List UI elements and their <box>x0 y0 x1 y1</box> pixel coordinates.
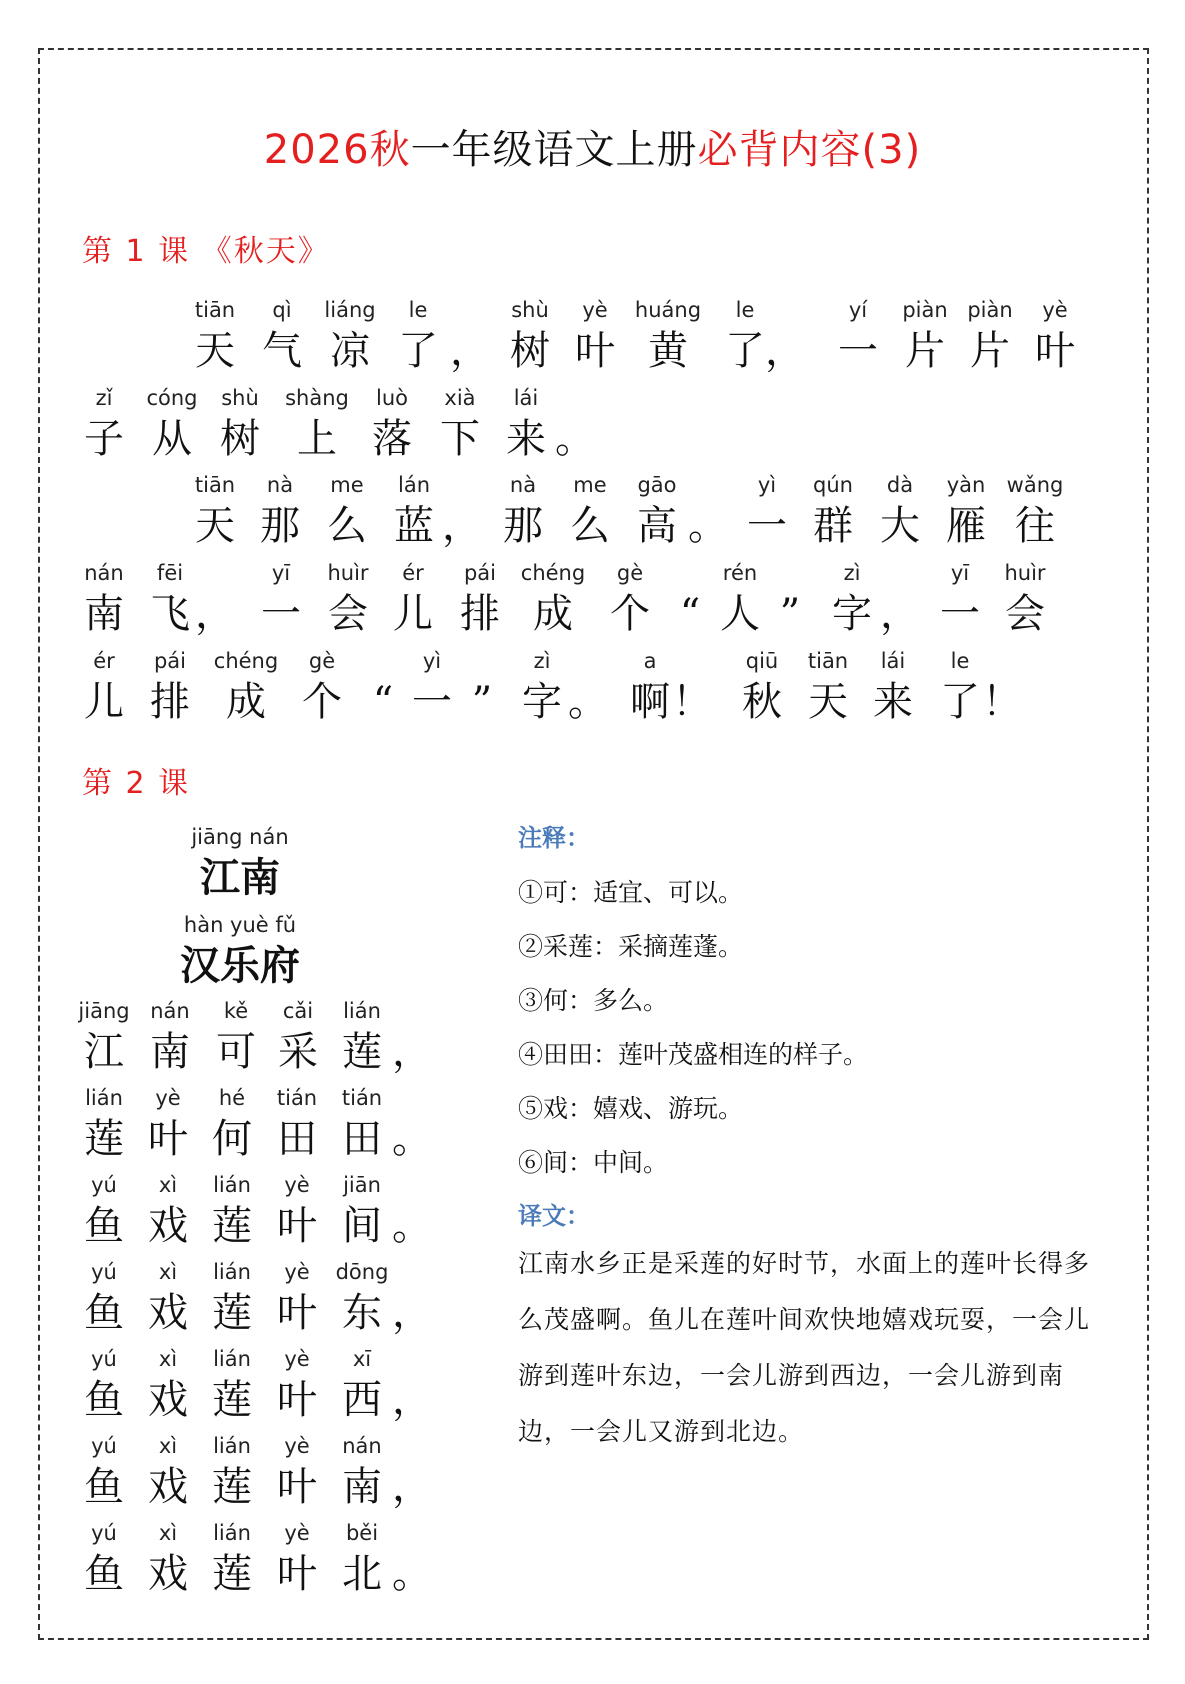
pinyin: lái <box>513 386 539 410</box>
hanzi: 戏 <box>148 1377 188 1423</box>
pinyin: chéng <box>213 649 279 673</box>
hanzi: ， <box>392 1464 432 1510</box>
punctuation <box>957 646 1047 728</box>
hanzi: 了 <box>398 328 438 374</box>
pinyin: me <box>573 473 607 497</box>
hanzi: ， <box>392 1377 432 1423</box>
title-middle: 一年级语文上册 <box>410 127 698 173</box>
hanzi: ， <box>195 591 235 637</box>
hanzi: 高 <box>637 503 677 549</box>
hanzi: 东 <box>342 1290 382 1336</box>
pinyin: le <box>735 298 755 322</box>
pinyin: yì <box>757 473 777 497</box>
hanzi: 蓝 <box>394 503 434 549</box>
pinyin: tián <box>276 1086 318 1110</box>
pinyin: xì <box>158 1434 178 1458</box>
hanzi: 片 <box>970 328 1010 374</box>
hanzi: 了 <box>725 328 765 374</box>
pinyin: cóng <box>146 386 198 410</box>
pinyin <box>367 996 457 1026</box>
pinyin: yī <box>950 561 970 585</box>
hanzi: 一 <box>261 591 301 637</box>
hanzi: 那 <box>503 503 543 549</box>
pinyin: jiān <box>343 1173 381 1197</box>
hanzi: 一 <box>940 591 980 637</box>
hanzi: 可 <box>216 1029 256 1075</box>
pinyin <box>367 1083 457 1113</box>
pinyin: lián <box>213 1260 251 1284</box>
hanzi: 天 <box>808 679 848 725</box>
hanzi: 一 <box>838 328 878 374</box>
title-tail: 必背内容(3) <box>697 127 922 173</box>
hanzi: 那 <box>260 503 300 549</box>
lesson-2-heading: 第 2 课 <box>82 766 191 801</box>
hanzi: 叶 <box>277 1464 317 1510</box>
hanzi: 西 <box>342 1377 382 1423</box>
pinyin: hé <box>218 1086 246 1110</box>
pinyin: ér <box>93 649 115 673</box>
hanzi: 戏 <box>148 1464 188 1510</box>
pinyin: yú <box>91 1347 117 1371</box>
poem-title-pinyin: jiāng nán <box>191 825 289 849</box>
text-line <box>0 383 1185 473</box>
pinyin: yè <box>1042 298 1068 322</box>
pinyin: tiān <box>194 298 236 322</box>
hanzi: 叶 <box>277 1203 317 1249</box>
pinyin: lái <box>880 649 906 673</box>
punctuation <box>367 996 457 1078</box>
pinyin: shàng <box>285 386 349 410</box>
hanzi: 字 <box>832 591 872 637</box>
hanzi: 莲 <box>212 1464 252 1510</box>
pinyin: gāo <box>637 473 677 497</box>
hanzi: 鱼 <box>84 1551 124 1597</box>
hanzi: 子 <box>84 416 124 462</box>
pinyin: yè <box>284 1260 310 1284</box>
pinyin: lián <box>213 1173 251 1197</box>
pinyin: běi <box>345 1521 379 1545</box>
hanzi: 儿 <box>84 679 124 725</box>
note-item: ①可：适宜、可以。 <box>518 878 744 907</box>
hanzi: 上 <box>297 416 337 462</box>
note-item: ⑥间：中间。 <box>518 1148 669 1177</box>
pinyin: lián <box>213 1347 251 1371</box>
hanzi: 何 <box>212 1116 252 1162</box>
hanzi: 戏 <box>148 1551 188 1597</box>
hanzi: 飞 <box>150 591 190 637</box>
punctuation <box>367 1431 457 1513</box>
note-item: ②采莲：采摘莲蓬。 <box>518 932 744 961</box>
pinyin: nán <box>84 561 124 585</box>
pinyin: liáng <box>324 298 376 322</box>
page-title <box>0 118 1185 175</box>
translation-text: 江南水乡正是采莲的好时节，水面上的莲叶长得多么茂盛啊。鱼儿在莲叶间欢快地嬉戏玩耍，一会儿游到莲叶东边，一会儿游到西边，一会儿游到南边，一会儿又游到北边。 <box>518 1249 1091 1446</box>
pinyin: rén <box>722 561 758 585</box>
hanzi: 一 <box>412 679 452 725</box>
hanzi: 南 <box>342 1464 382 1510</box>
pinyin: jiāng <box>78 999 130 1023</box>
hanzi: “ <box>372 679 394 725</box>
hanzi: ， <box>392 1029 432 1075</box>
hanzi: 叶 <box>277 1290 317 1336</box>
hanzi: 落 <box>372 416 412 462</box>
pinyin: fēi <box>156 561 184 585</box>
hanzi: 莲 <box>84 1116 124 1162</box>
note-item: ④田田：莲叶茂盛相连的样子。 <box>518 1040 869 1069</box>
hanzi: 啊 <box>630 679 670 725</box>
pinyin: tián <box>341 1086 383 1110</box>
pinyin: xì <box>158 1260 178 1284</box>
pinyin: yú <box>91 1434 117 1458</box>
hanzi: 。 <box>568 679 608 725</box>
hanzi: 往 <box>1015 503 1055 549</box>
hanzi: 田 <box>342 1116 382 1162</box>
hanzi: 。 <box>688 503 728 549</box>
title-year: 2026 <box>263 127 370 173</box>
pinyin <box>367 1518 457 1548</box>
pinyin: lián <box>213 1521 251 1545</box>
hanzi: 来 <box>873 679 913 725</box>
pinyin: huìr <box>1004 561 1046 585</box>
pinyin <box>957 646 1047 676</box>
hanzi: 莲 <box>212 1551 252 1597</box>
hanzi: 大 <box>880 503 920 549</box>
pinyin: yàn <box>946 473 986 497</box>
hanzi: ” <box>471 679 493 725</box>
hanzi: 南 <box>84 591 124 637</box>
hanzi: ， <box>880 591 920 637</box>
pinyin: me <box>330 473 364 497</box>
punctuation <box>367 1344 457 1426</box>
hanzi: 莲 <box>212 1203 252 1249</box>
pinyin <box>367 1431 457 1461</box>
hanzi: 叶 <box>575 328 615 374</box>
hanzi: 叶 <box>148 1116 188 1162</box>
pinyin: yú <box>91 1260 117 1284</box>
pinyin: xì <box>158 1521 178 1545</box>
hanzi: 会 <box>1005 591 1045 637</box>
hanzi: 树 <box>220 416 260 462</box>
hanzi: 气 <box>262 328 302 374</box>
poem-title-text: 江南 <box>200 854 280 901</box>
hanzi: 南 <box>150 1029 190 1075</box>
pinyin: wǎng <box>1006 473 1064 497</box>
punctuation <box>367 1170 457 1252</box>
hanzi: 雁 <box>946 503 986 549</box>
pinyin: cǎi <box>282 999 314 1023</box>
pinyin: ér <box>402 561 424 585</box>
pinyin: kě <box>223 999 249 1023</box>
hanzi: 树 <box>510 328 550 374</box>
pinyin: xià <box>444 386 476 410</box>
pinyin: dà <box>886 473 914 497</box>
hanzi: ！ <box>672 679 712 725</box>
hanzi: 片 <box>905 328 945 374</box>
pinyin: yè <box>582 298 608 322</box>
hanzi: 鱼 <box>84 1290 124 1336</box>
hanzi: 叶 <box>277 1377 317 1423</box>
pinyin: qún <box>813 473 853 497</box>
hanzi: 群 <box>813 503 853 549</box>
poem-author-text: 汉乐府 <box>180 942 300 989</box>
punctuation <box>530 383 620 465</box>
text-line <box>0 470 1185 560</box>
character-with-pinyin <box>990 470 1080 552</box>
hanzi: 莲 <box>212 1377 252 1423</box>
pinyin: lián <box>213 1434 251 1458</box>
pinyin: piàn <box>902 298 948 322</box>
pinyin: yè <box>155 1086 181 1110</box>
hanzi: 个 <box>610 591 650 637</box>
hanzi: 叶 <box>1035 328 1075 374</box>
text-line <box>0 1518 1185 1608</box>
hanzi: 来 <box>506 416 546 462</box>
hanzi: 叶 <box>277 1551 317 1597</box>
hanzi: 。 <box>392 1551 432 1597</box>
hanzi: 鱼 <box>84 1464 124 1510</box>
hanzi: 秋 <box>742 679 782 725</box>
pinyin: zì <box>533 649 551 673</box>
hanzi: 鱼 <box>84 1377 124 1423</box>
pinyin: xì <box>158 1347 178 1371</box>
hanzi: 下 <box>440 416 480 462</box>
hanzi: 天 <box>195 328 235 374</box>
title-season: 秋 <box>369 127 411 173</box>
hanzi: 鱼 <box>84 1203 124 1249</box>
hanzi: 田 <box>277 1116 317 1162</box>
pinyin: tiān <box>194 473 236 497</box>
pinyin: dōng <box>335 1260 389 1284</box>
pinyin: yè <box>284 1521 310 1545</box>
hanzi: 成 <box>533 591 573 637</box>
hanzi: 采 <box>278 1029 318 1075</box>
pinyin: yī <box>271 561 291 585</box>
pinyin: lán <box>397 473 430 497</box>
pinyin: huìr <box>327 561 369 585</box>
pinyin: qiū <box>745 649 779 673</box>
character-with-pinyin <box>1010 295 1100 377</box>
hanzi: 凉 <box>330 328 370 374</box>
hanzi: 从 <box>152 416 192 462</box>
pinyin: piàn <box>967 298 1013 322</box>
hanzi: 儿 <box>393 591 433 637</box>
hanzi: 人 <box>720 591 760 637</box>
pinyin: yè <box>284 1434 310 1458</box>
pinyin: yí <box>848 298 868 322</box>
pinyin: yú <box>91 1521 117 1545</box>
pinyin: nán <box>342 1434 382 1458</box>
hanzi: ， <box>442 503 482 549</box>
pinyin: tiān <box>807 649 849 673</box>
pinyin: pái <box>463 561 497 585</box>
hanzi: 莲 <box>342 1029 382 1075</box>
hanzi: 会 <box>328 591 368 637</box>
text-line <box>0 558 1185 648</box>
pinyin: lián <box>85 1086 123 1110</box>
pinyin: shù <box>511 298 549 322</box>
hanzi: 间 <box>342 1203 382 1249</box>
hanzi: ” <box>779 591 801 637</box>
character-with-pinyin <box>980 558 1070 640</box>
pinyin: yú <box>91 1173 117 1197</box>
hanzi: 戏 <box>148 1290 188 1336</box>
lesson-1-heading: 第 1 课 《秋天》 <box>82 234 330 269</box>
pinyin: yì <box>422 649 442 673</box>
pinyin <box>530 383 620 413</box>
hanzi: 字 <box>522 679 562 725</box>
hanzi: 个 <box>302 679 342 725</box>
pinyin: yè <box>284 1173 310 1197</box>
note-item: ③何：多么。 <box>518 986 669 1015</box>
pinyin: le <box>408 298 428 322</box>
poem-author-pinyin: hàn yuè fǔ <box>183 913 297 937</box>
hanzi: ！ <box>982 679 1022 725</box>
pinyin: zì <box>843 561 861 585</box>
pinyin <box>367 1344 457 1374</box>
hanzi: “ <box>679 591 701 637</box>
pinyin: chéng <box>520 561 586 585</box>
poem-title <box>150 822 330 904</box>
pinyin: xī <box>352 1347 372 1371</box>
hanzi: 天 <box>195 503 235 549</box>
pinyin: nán <box>150 999 190 1023</box>
hanzi: 么 <box>570 503 610 549</box>
pinyin: zǐ <box>95 386 113 410</box>
hanzi: 。 <box>392 1203 432 1249</box>
hanzi: ， <box>450 328 490 374</box>
hanzi: ， <box>392 1290 432 1336</box>
translation-heading: 译文： <box>518 1201 590 1230</box>
pinyin: yè <box>284 1347 310 1371</box>
hanzi: 。 <box>392 1116 432 1162</box>
hanzi: 江 <box>84 1029 124 1075</box>
hanzi: 了 <box>940 679 980 725</box>
hanzi: 排 <box>150 679 190 725</box>
hanzi: 。 <box>555 416 595 462</box>
punctuation <box>367 1083 457 1165</box>
pinyin: pái <box>153 649 187 673</box>
pinyin: lián <box>343 999 381 1023</box>
hanzi: 成 <box>226 679 266 725</box>
pinyin: gè <box>308 649 336 673</box>
notes-heading: 注释： <box>518 823 590 852</box>
hanzi: 北 <box>342 1551 382 1597</box>
hanzi: 戏 <box>148 1203 188 1249</box>
pinyin: le <box>950 649 970 673</box>
punctuation <box>367 1518 457 1600</box>
pinyin <box>367 1170 457 1200</box>
hanzi: 么 <box>327 503 367 549</box>
pinyin: a <box>643 649 657 673</box>
pinyin: huáng <box>634 298 702 322</box>
hanzi: 黄 <box>648 328 688 374</box>
pinyin: qì <box>272 298 292 322</box>
pinyin: nà <box>509 473 537 497</box>
text-line <box>0 646 1185 736</box>
pinyin: nà <box>266 473 294 497</box>
text-line <box>0 295 1185 385</box>
hanzi: 一 <box>747 503 787 549</box>
pinyin: luò <box>376 386 408 410</box>
hanzi: 莲 <box>212 1290 252 1336</box>
pinyin: gè <box>616 561 644 585</box>
pinyin: shù <box>221 386 259 410</box>
note-item: ⑤戏：嬉戏、游玩。 <box>518 1094 744 1123</box>
punctuation <box>367 1257 457 1339</box>
poem-author <box>150 910 330 992</box>
pinyin: xì <box>158 1173 178 1197</box>
pinyin <box>367 1257 457 1287</box>
hanzi: ， <box>765 328 805 374</box>
hanzi: 排 <box>460 591 500 637</box>
